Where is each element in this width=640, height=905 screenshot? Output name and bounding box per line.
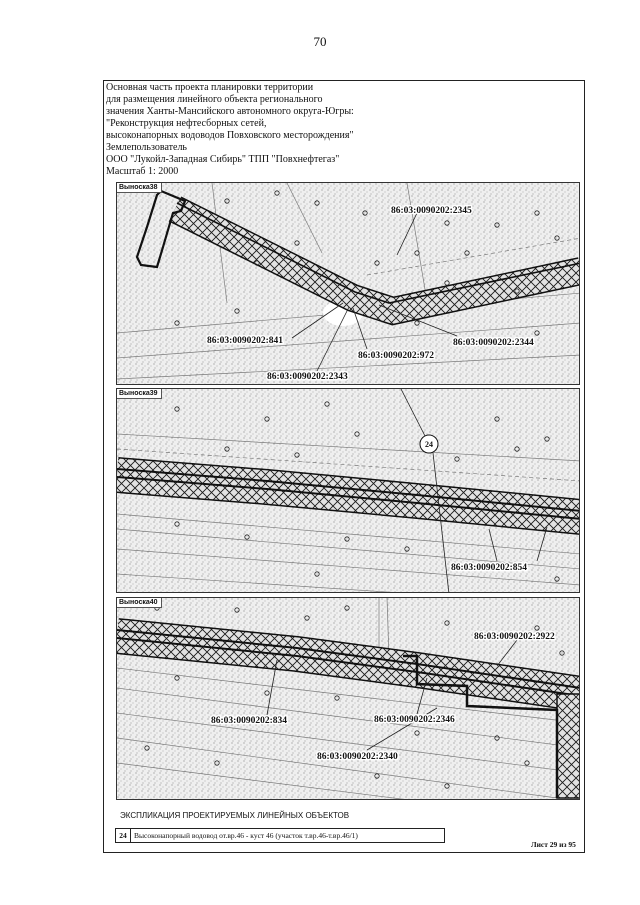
page-number: 70 [313,34,327,49]
legend-item-number: 24 [116,829,131,842]
parcel-label: 86:03:0090202:972 [358,351,434,361]
parcel-label: 86:03:0090202:854 [451,563,527,573]
callout-label: Выноска39 [117,389,162,399]
parcel-label: 86:03:0090202:2343 [267,372,348,382]
parcel-label: 86:03:0090202:2344 [453,338,534,348]
sheet-number: Лист 29 из 95 [531,840,576,849]
title-line: "Реконструкция нефтесборных сетей, [106,118,267,129]
map-scale: Масштаб 1: 2000 [106,166,179,177]
callout-label: Выноска38 [117,183,162,193]
parcel-label: 86:03:0090202:834 [211,716,287,726]
callout-panel-38 [116,182,580,385]
object-number: 24 [425,440,433,449]
cadastral-map-38 [117,183,580,385]
title-line: высоконапорных водоводов Повховского месторождения" [106,130,354,141]
land-user-caption: Землепользователь [106,142,187,153]
parcel-label: 86:03:0090202:2346 [374,715,455,725]
callout-panel-40 [116,597,580,800]
title-line: для размещения линейного объекта регионального [106,94,323,105]
cadastral-map-40 [117,598,580,800]
parcel-label: 86:03:0090202:2922 [474,632,555,642]
title-block [106,82,354,178]
legend-title: ЭКСПЛИКАЦИЯ ПРОЕКТИРУЕМЫХ ЛИНЕЙНЫХ ОБЪЕКТОВ [120,811,350,820]
object-number-marker [420,435,438,453]
title-line: значения Ханты-Мансийского автономного округа-Югры: [106,106,354,117]
legend-row [115,828,445,843]
title-line: Основная часть проекта планировки территории [106,82,314,93]
legend-item-description: Высоконапорный водовод от.вр.46 - куст 46 (участок т.вр.46-т.вр.46/1) [134,831,358,840]
callout-label: Выноска40 [117,598,162,608]
cadastral-map-39 [117,389,580,593]
land-user-name: ООО "Лукойл-Западная Сибирь" ТПП "Повхнефтегаз" [106,154,340,165]
parcel-label: 86:03:0090202:841 [207,336,283,346]
parcel-label: 86:03:0090202:2340 [317,752,398,762]
callout-panel-39 [116,388,580,593]
well-pad-area [557,694,580,798]
parcel-label: 86:03:0090202:2345 [391,206,472,216]
